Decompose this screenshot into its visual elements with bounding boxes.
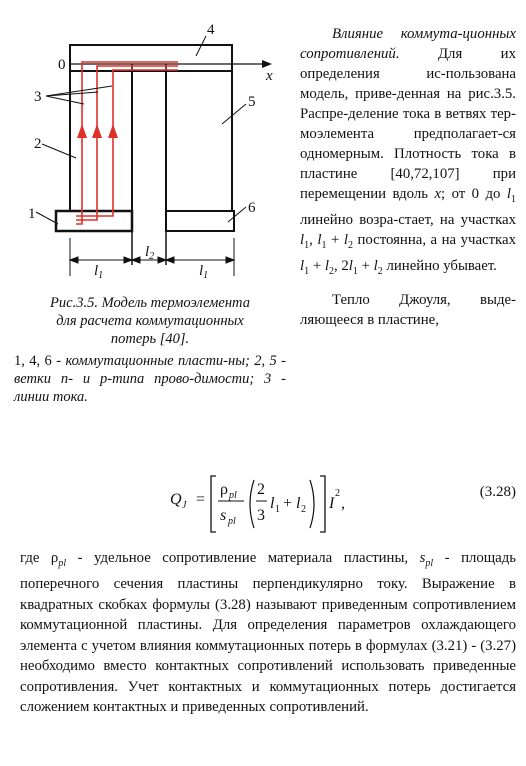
current-lines	[76, 62, 178, 224]
label-l1-right: $l_1$	[199, 263, 209, 281]
svg-text:pl: pl	[229, 490, 237, 501]
thermoelement-figure	[0, 0, 300, 292]
label-3: 3	[34, 89, 42, 105]
svg-text:I: I	[329, 495, 335, 512]
plate-1	[56, 211, 132, 231]
paragraph-commutation: Влияние коммута-ционных сопротивлений. Для их определения ис-пользована модель, приве-денная на рис.3.5. Распре-деление тока в ветвях тер-моэлемента предполагает-ся одномерным. Плотность тока в пластине [40,72,107] при перемещении вдоль x; от 0 до $l_1$ линейно возра-стает, на участках $l_1$, $l_1 + l_2$ постоянна, а на участках $l_1 + l_2$, $2l_1 + l_2$ линейно убывает.	[300, 26, 516, 277]
label-x: x	[266, 68, 273, 84]
svg-text:s: s	[220, 507, 227, 524]
bottom-paragraph	[20, 548, 516, 718]
legend-numbers: 1, 4, 6	[14, 353, 52, 369]
svg-text:pl: pl	[228, 516, 236, 527]
svg-text:3: 3	[257, 507, 265, 524]
leader-line-3a	[46, 96, 84, 104]
svg-text:1: 1	[275, 504, 280, 515]
svg-text:2: 2	[301, 504, 306, 515]
caption-line: Рис.3.5. Модель термоэлемента	[50, 295, 250, 311]
section-heading: Влияние коммута-ционных сопротивлений.	[300, 26, 516, 62]
svg-text:J: J	[182, 500, 187, 511]
current-line	[76, 62, 178, 224]
current-line	[76, 70, 178, 216]
figure-caption	[14, 294, 286, 348]
svg-text:l: l	[270, 495, 275, 512]
svg-text:,: ,	[341, 495, 345, 512]
caption-line: потерь [40].	[110, 331, 190, 347]
dim-arrow	[70, 257, 78, 263]
svg-text:l: l	[296, 495, 301, 512]
plate-4-frame	[70, 45, 232, 71]
right-column	[300, 24, 516, 330]
legend-text: - коммутационные пласти-ны; 2, 5 - ветки n- и p-типа прово-димости; 3 - линии тока.	[14, 353, 286, 405]
branch-2	[70, 71, 132, 211]
svg-text:Q: Q	[170, 491, 182, 508]
branch-5	[166, 71, 232, 211]
dim-arrow	[226, 257, 234, 263]
leader-line-5	[222, 104, 246, 124]
x-axis-arrow	[262, 60, 272, 68]
label-5: 5	[248, 94, 256, 110]
label-1: 1	[28, 206, 36, 222]
figure-legend	[14, 352, 286, 406]
label-l2: $l_2$	[145, 244, 155, 262]
plate-6	[166, 211, 234, 231]
label-2: 2	[34, 136, 42, 152]
paragraph-explanation: где $\rho_{pl}$ - удельное сопротивление материала пластины, $s_{pl}$ - площадь поперечного сечения пластины перпендикулярно току. Выражение в квадратных скобках формулы (3.28) называют приведенным сопротивлением коммутационной пластины. Для определения параметров охлаждающего элемента с учетом влияния коммутационных потерь в формулах (3.21) - (3.27) необходимо вместо контактных сопротивлений использовать приведенные сопротивления. Учет контактных и коммутационных потерь достигается сложением контактных и приведенных сопротивлений.	[20, 550, 517, 716]
equation-number: (3.28)	[479, 484, 516, 500]
svg-text:ρ: ρ	[220, 481, 228, 498]
label-l1-left: $l_1$	[94, 263, 104, 281]
formula-3-28	[150, 470, 516, 546]
dim-arrow	[166, 257, 174, 263]
label-0: 0	[58, 57, 66, 73]
svg-text:=: =	[196, 491, 206, 508]
leader-line-1	[36, 212, 58, 224]
leader-line-3b	[46, 92, 98, 96]
paragraph-joule: Тепло Джоуля, выде-ляющееся в пластине,	[300, 291, 516, 328]
current-arrow	[92, 124, 102, 138]
svg-text:2: 2	[335, 488, 340, 499]
dim-arrow	[132, 257, 140, 263]
label-4: 4	[207, 22, 215, 38]
label-6: 6	[248, 200, 256, 216]
current-arrow	[77, 124, 87, 138]
svg-text:2: 2	[257, 481, 265, 498]
formula-svg	[150, 470, 390, 546]
current-arrow	[108, 124, 118, 138]
caption-line: для расчета коммутационных	[56, 313, 244, 329]
svg-text:+: +	[283, 495, 293, 512]
leader-line-3c	[46, 86, 112, 96]
current-arrows	[77, 124, 118, 138]
